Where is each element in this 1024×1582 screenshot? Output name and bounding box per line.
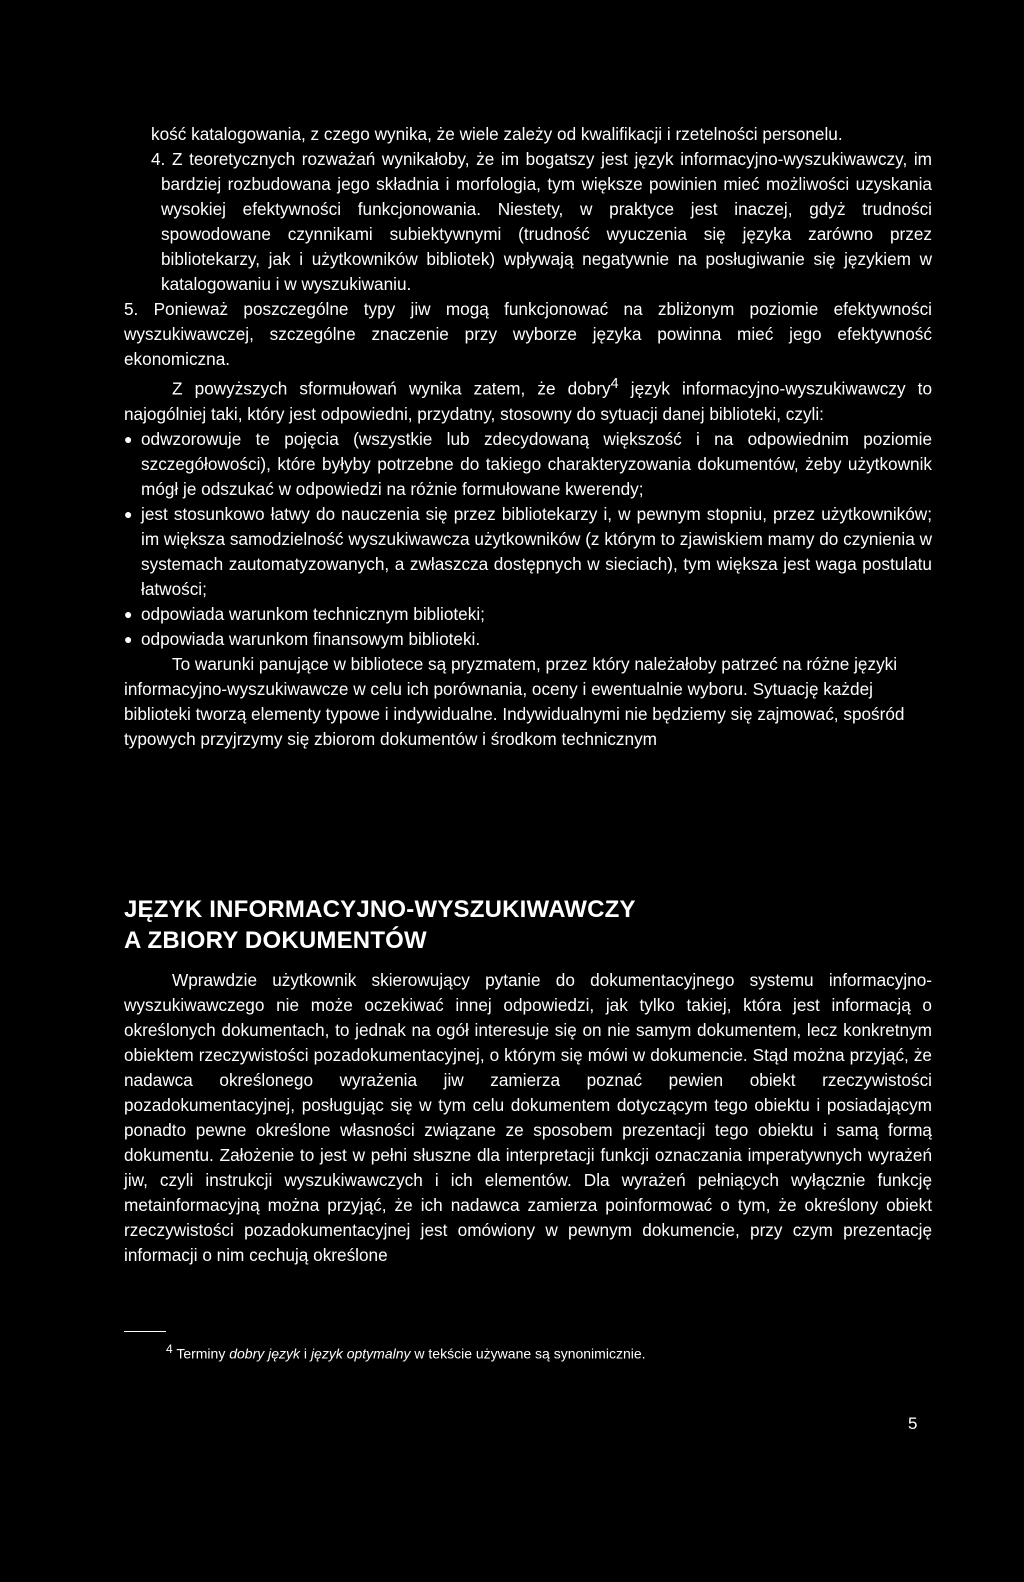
heading-line-2: A ZBIORY DOKUMENTÓW <box>124 927 427 954</box>
bullet-item <box>124 602 932 627</box>
body-text-section <box>124 968 932 1268</box>
summary-text-a: Z powyższych sformułowań wynika zatem, że dobry <box>172 378 611 399</box>
paragraph-point-4: 4. Z teoretycznych rozważań wynikałoby, że im bogatszy jest język informacyjno-wyszukiwawczy, im bardziej rozbudowana jego składnia i morfologia, tym większe powinien mieć możliwości uzyskania wysokiej efektywności funkcjonowania. Niestety, w praktyce jest inaczej, gdyż trudności spowodowane czynnikami subiektywnymi (trudność wyuczenia się języka zarówno przez bibliotekarzy, jak i użytkowników bibliotek) wpływają negatywnie na posługiwanie się językiem w katalogowaniu i w wyszukiwaniu. <box>151 149 932 294</box>
bullet-text: odpowiada warunkom finansowym biblioteki. <box>141 628 481 649</box>
bullet-item <box>124 627 932 652</box>
bullet-icon: ● <box>124 605 133 622</box>
bullet-text: odwzorowuje te pojęcia (wszystkie lub zdecydowaną większość i na odpowiednim poziomie szczegółowości), które byłyby potrzebne do takiego charakteryzowania dokumentów, żeby użytkownik mógł je odszukać w odpowiedzi na różnie formułowane kwerendy; <box>141 428 932 499</box>
footnote-divider <box>124 1331 166 1332</box>
heading-line-1: JĘZYK INFORMACYJNO-WYSZUKIWAWCZY <box>124 896 636 923</box>
paragraph-point-5: 5. Ponieważ poszczególne typy jiw mogą funkcjonować na zbliżonym poziomie efektywności wyszukiwawczej, szczególne znaczenie przy wyborze języka powinna mieć jego efektywność ekonomiczna. <box>124 299 932 369</box>
footnote-text-b: i <box>300 1345 311 1362</box>
footnote-text-a: Terminy <box>172 1345 230 1362</box>
footnote-reference: 4 <box>610 376 619 392</box>
footnote <box>166 1340 646 1363</box>
body-text-top <box>124 122 932 752</box>
page-number: 5 <box>908 1414 918 1433</box>
section-heading <box>124 894 636 956</box>
bullet-item <box>124 502 932 602</box>
bullet-icon: ● <box>124 505 133 522</box>
bullet-text: odpowiada warunkom technicznym biblioteki; <box>141 603 485 624</box>
paragraph-wprawdzie: Wprawdzie użytkownik skierowujący pytanie do dokumentacyjnego systemu informacyjno-wyszukiwawczego nie może oczekiwać innej odpowiedzi, jak tylko takiej, która jest informacją o określonych dokumentach, to jednak na ogół interesuje się on nie samym dokumentem, lecz konkretnym obiektem rzeczywistości pozadokumentacyjnej, o którym się mówi w dokumencie. Stąd można przyjąć, że nadawca określonego wyrażenia jiw zamierza poznać pewien obiekt rzeczywistości pozadokumentacyjnej, posługując się w tym celu dokumentem dotyczącym tego obiektu i posiadającym ponadto pewne określone własności związane ze sposobem prezentacji tego obiektu i samą formą dokumentu. Założenie to jest w pełni słuszne dla interpretacji funkcji oznaczania imperatywnych wyrażeń jiw, czyli instrukcji wyszukiwawczych i ich elementów. Dla wyrażeń pełniących wyłącznie funkcję metainformacyjną można przyjąć, że ich nadawca zamierza poinformować o tym, że określony obiekt rzeczywistości pozadokumentacyjnej jest omówiony w pewnym dokumencie, przy czym prezentację informacji o nim cechują określone <box>124 970 932 1265</box>
bullet-icon: ● <box>124 430 133 447</box>
summary-text-b: język informacyjno-wyszukiwawczy to najogólniej taki, który jest odpowiedni, przydatny, stosowny do sytuacji danej biblioteki, czyli: <box>124 378 933 424</box>
bullet-icon: ● <box>124 630 133 647</box>
bullet-text: jest stosunkowo łatwy do nauczenia się przez bibliotekarzy i, w pewnym stopniu, przez użytkowników; im większa samodzielność wyszukiwawcza użytkowników (z którym to zjawiskiem mamy do czynienia w systemach zautomatyzowanych, a zwłaszcza dostępnych w sieciach), tym większa jest waga postulatu łatwości; <box>141 503 932 599</box>
paragraph-continuation: kość katalogowania, z czego wynika, że wiele zależy od kwalifikacji i rzetelności personelu. <box>151 124 843 144</box>
paragraph-conditions: To warunki panujące w bibliotece są pryzmatem, przez który należałoby patrzeć na różne języki informacyjno-wyszukiwawcze w celu ich porównania, oceny i ewentualnie wyboru. Sytuację każdej biblioteki tworzą elementy typowe i indywidualne. Indywidualnymi nie będziemy się zajmować, spośród typowych przyjrzymy się zbiorom dokumentów i środkom technicznym <box>124 653 905 749</box>
footnote-mark: 4 <box>166 1342 173 1356</box>
footnote-text-c: w tekście używane są synonimicznie. <box>410 1345 646 1362</box>
footnote-term-1: dobry język <box>229 1345 301 1362</box>
paragraph-summary <box>124 372 932 427</box>
footnote-term-2: język optymalny <box>310 1345 411 1362</box>
bullet-item <box>124 427 932 502</box>
